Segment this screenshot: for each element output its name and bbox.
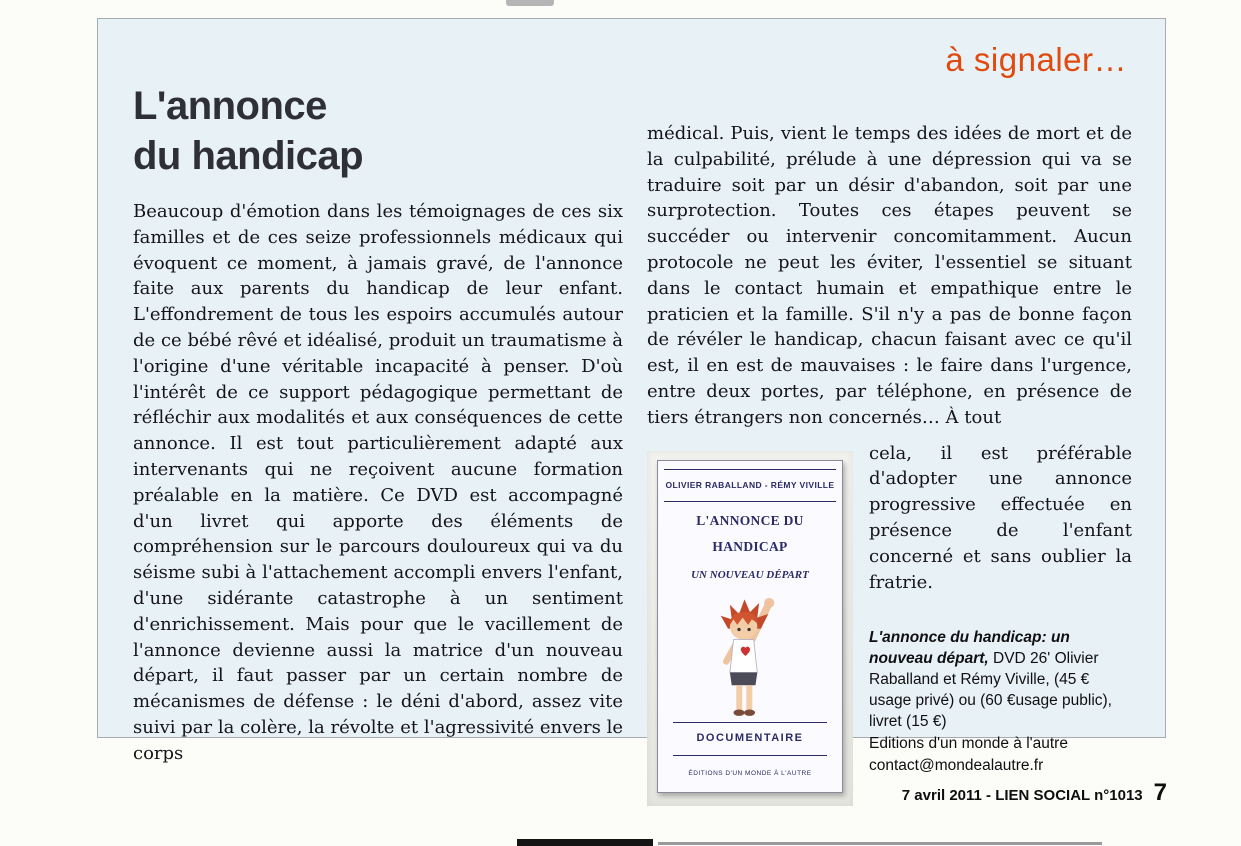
article-wrap-text: cela, il est préférable d'adopter une annonce progressive effectuée en présence de l'enfant concerné et sans oublier la fratrie. <box>869 442 1132 593</box>
article-column-right <box>647 121 1132 806</box>
section-flag: à signaler… <box>945 41 1127 78</box>
dvd-cover-authors: OLIVIER RABALLAND - RÉMY VIVILLE <box>664 469 836 503</box>
dvd-caption-text <box>869 627 1132 732</box>
article-column-left: Beaucoup d'émotion dans les témoignages de ces six familles et de ces seize professionnels médicaux qui évoquent ce moment, à jamais gravé, de l'annonce faite aux parents du handicap de leur enfant. L'effondrement de tous les espoirs accumulés autour de ce bébé rêvé et idéalisé, produit un traumatisme à l'origine d'une véritable incapacité à penser. D'où l'intérêt de ce support pédagogique permettant de réfléchir aux modalités et aux conséquences de cette annonce. Il est tout particulièrement adapté aux intervenants qui ne reçoivent aucune formation préalable en la matière. Ce DVD est accompagné d'un livret qui apporte des éléments de compréhension sur le parcours douloureux qui va du séisme subi à l'attachement accompli envers l'enfant, d'une sidérante catastrophe à un sentiment d'enrichissement. Mais pour que le vacillement de l'annonce devienne aussi la matrice d'un nouveau départ, il faut passer par un certain nombre de mécanismes de défense : le déni d'abord, assez vite suivi par la colère, la révolte et l'agressivité envers le corps <box>133 201 623 764</box>
dvd-caption-title: L'annonce du handicap: un nouveau départ, <box>869 629 1070 668</box>
dvd-caption <box>869 627 1132 776</box>
dvd-cover-publisher: ÉDITIONS D'UN MONDE À L'AUTRE <box>688 769 812 777</box>
article-column-right-text: médical. Puis, vient le temps des idées de mort et de la culpabilité, prélude à une dépression qui va se traduire soit par un désir d'abandon, soit par une surprotection. Toutes ces étapes peuvent se succéder ou intervenir concomitamment. Aucun protocole ne peut les éviter, l'essentiel se situant dans le contact humain et empathique entre le praticien et la famille. S'il n'y a pas de bonne façon de révéler le handicap, chacun faisant avec ce qu'il est, il en est de mauvaises : le faire dans l'urgence, entre deux portes, par téléphone, en présence de tiers étrangers non concernés… À tout <box>647 123 1132 428</box>
article-panel <box>97 18 1166 777</box>
beside-cover-column <box>869 441 1132 807</box>
scanner-edge-mark <box>506 0 554 6</box>
dvd-caption-contact: contact@mondealautre.fr <box>869 757 1044 775</box>
dvd-cover <box>657 460 843 794</box>
article-title-line1: L'annonce <box>133 84 327 128</box>
footer-page-number: 7 <box>1153 779 1167 806</box>
article-title <box>133 81 363 181</box>
page-footer <box>902 779 1167 807</box>
article-title-line2: du handicap <box>133 134 364 178</box>
dvd-caption-publisher: Editions d'un monde à l'autre <box>869 735 1068 753</box>
dvd-photo <box>647 451 853 807</box>
scanner-edge-bar <box>517 839 653 846</box>
dvd-photo-backdrop <box>647 451 853 807</box>
dvd-cover-title: L'ANNONCE DU HANDICAP <box>696 513 804 555</box>
dvd-cover-genre: DOCUMENTAIRE <box>673 722 828 756</box>
scanner-edge-line <box>658 842 1102 845</box>
dvd-cover-illustration <box>664 592 836 720</box>
media-row <box>647 441 1132 807</box>
dvd-caption-details: DVD 26' Olivier Raballand et Rémy Viville, (45 € usage privé) ou (60 €usage public), livret (15 €) <box>869 650 1112 731</box>
dvd-cover-subtitle: UN NOUVEAU DÉPART <box>691 568 809 581</box>
footer-issue-info: 7 avril 2011 - LIEN SOCIAL n°1013 <box>901 787 1143 804</box>
